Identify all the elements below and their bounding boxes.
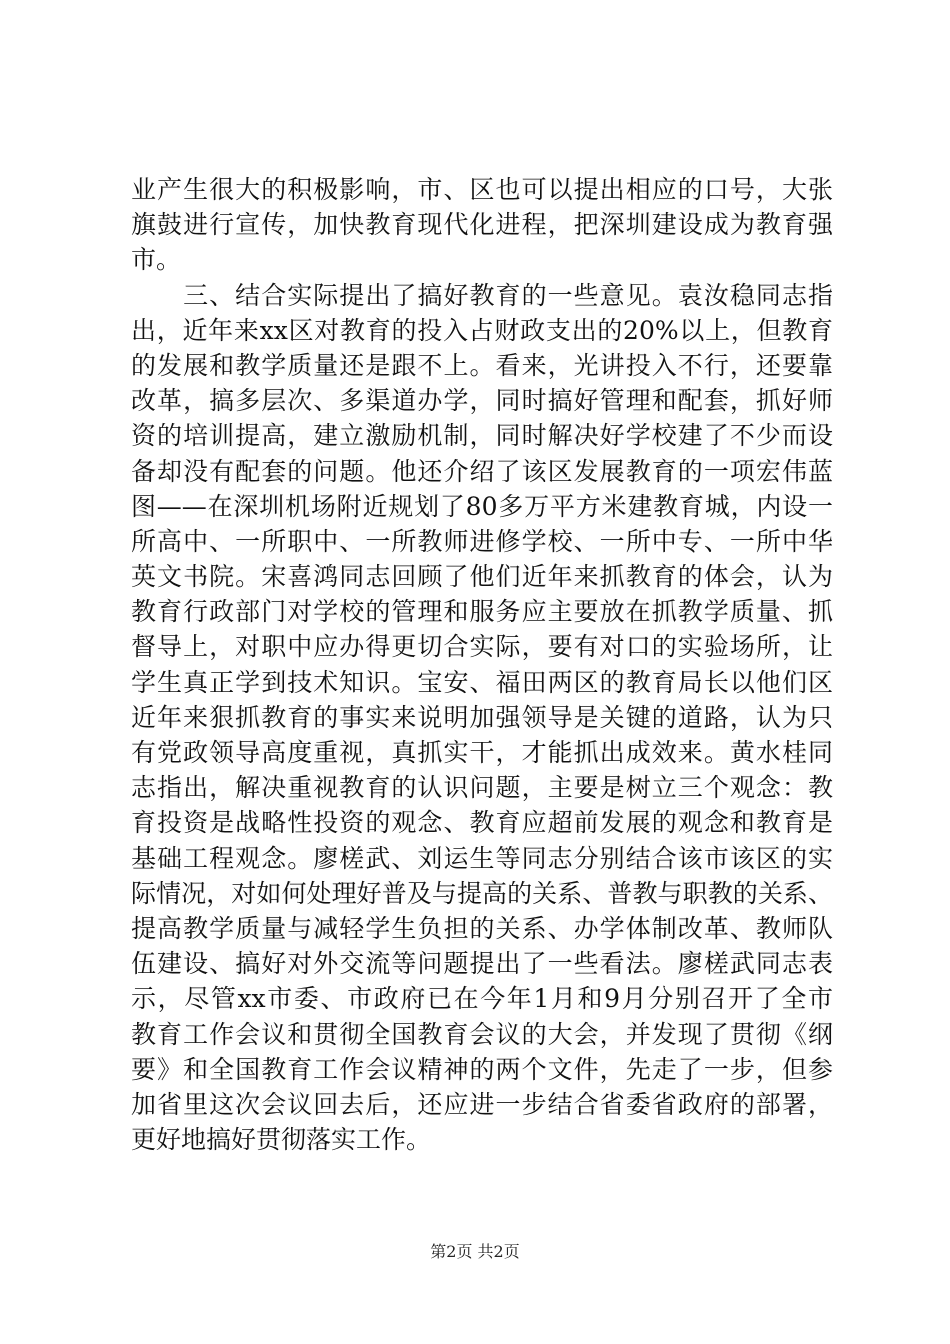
paragraph-2-line: 出，近年来xx区对教育的投入占财政支出的20%以上，但教育	[131, 315, 833, 345]
paragraph-2-line: 学生真正学到技术知识。宝安、福田两区的教育局长以他们区	[131, 667, 833, 697]
paragraph-2-line: 示，尽管xx市委、市政府已在今年1月和9月分别召开了全市	[131, 984, 833, 1014]
paragraph-2-line: 近年来狠抓教育的事实来说明加强领导是关键的道路，认为只	[131, 702, 833, 732]
paragraph-2-line: 际情况，对如何处理好普及与提高的关系、普教与职教的关系、	[131, 878, 833, 908]
paragraph-2-line: 更好地搞好贯彻落实工作。	[131, 1125, 432, 1155]
paragraph-2-line: 志指出，解决重视教育的认识问题，主要是树立三个观念：教	[131, 773, 833, 803]
paragraph-2-line: 教育工作会议和贯彻全国教育会议的大会，并发现了贯彻《纲	[131, 1019, 833, 1049]
paragraph-2-line: 英文书院。宋喜鸿同志回顾了他们近年来抓教育的体会，认为	[131, 562, 833, 592]
paragraph-2-line: 三、结合实际提出了搞好教育的一些意见。袁汝稳同志指	[131, 280, 833, 310]
paragraph-2-line: 资的培训提高，建立激励机制，同时解决好学校建了不少而设	[131, 421, 833, 451]
paragraph-1-line: 市。	[131, 245, 182, 275]
paragraph-2-line: 育投资是战略性投资的观念、教育应超前发展的观念和教育是	[131, 808, 833, 838]
paragraph-2-line: 教育行政部门对学校的管理和服务应主要放在抓教学质量、抓	[131, 597, 833, 627]
page-number-label: 第2页 共2页	[430, 1242, 520, 1261]
document-body	[131, 172, 833, 1157]
paragraph-2-line: 所高中、一所职中、一所教师进修学校、一所中专、一所中华	[131, 526, 833, 556]
paragraph-2-line: 要》和全国教育工作会议精神的两个文件，先走了一步，但参	[131, 1054, 833, 1084]
paragraph-2-line: 有党政领导高度重视，真抓实干，才能抓出成效来。黄水桂同	[131, 738, 833, 767]
paragraph-2-line: 督导上，对职中应办得更切合实际，要有对口的实验场所，让	[131, 632, 833, 662]
paragraph-1-line: 旗鼓进行宣传，加快教育现代化进程，把深圳建设成为教育强	[131, 210, 833, 240]
paragraph-2-line: 加省里这次会议回去后，还应进一步结合省委省政府的部署，	[131, 1089, 833, 1119]
paragraph-2-line: 基础工程观念。廖槎武、刘运生等同志分别结合该市该区的实	[131, 843, 833, 873]
paragraph-2-line: 图——在深圳机场附近规划了80多万平方米建教育城，内设一	[131, 491, 833, 521]
paragraph-2-line: 的发展和教学质量还是跟不上。看来，光讲投入不行，还要靠	[131, 350, 833, 380]
paragraph-2-line: 改革，搞多层次、多渠道办学，同时搞好管理和配套，抓好师	[131, 386, 833, 416]
paragraph-2-line: 伍建设、搞好对外交流等问题提出了一些看法。廖槎武同志表	[131, 949, 833, 979]
paragraph-2-line: 提高教学质量与减轻学生负担的关系、办学体制改革、教师队	[131, 913, 833, 943]
paragraph-1-line: 业产生很大的积极影响，市、区也可以提出相应的口号，大张	[131, 175, 833, 204]
page-footer	[0, 1240, 950, 1264]
paragraph-2-line: 备却没有配套的问题。他还介绍了该区发展教育的一项宏伟蓝	[131, 456, 833, 486]
